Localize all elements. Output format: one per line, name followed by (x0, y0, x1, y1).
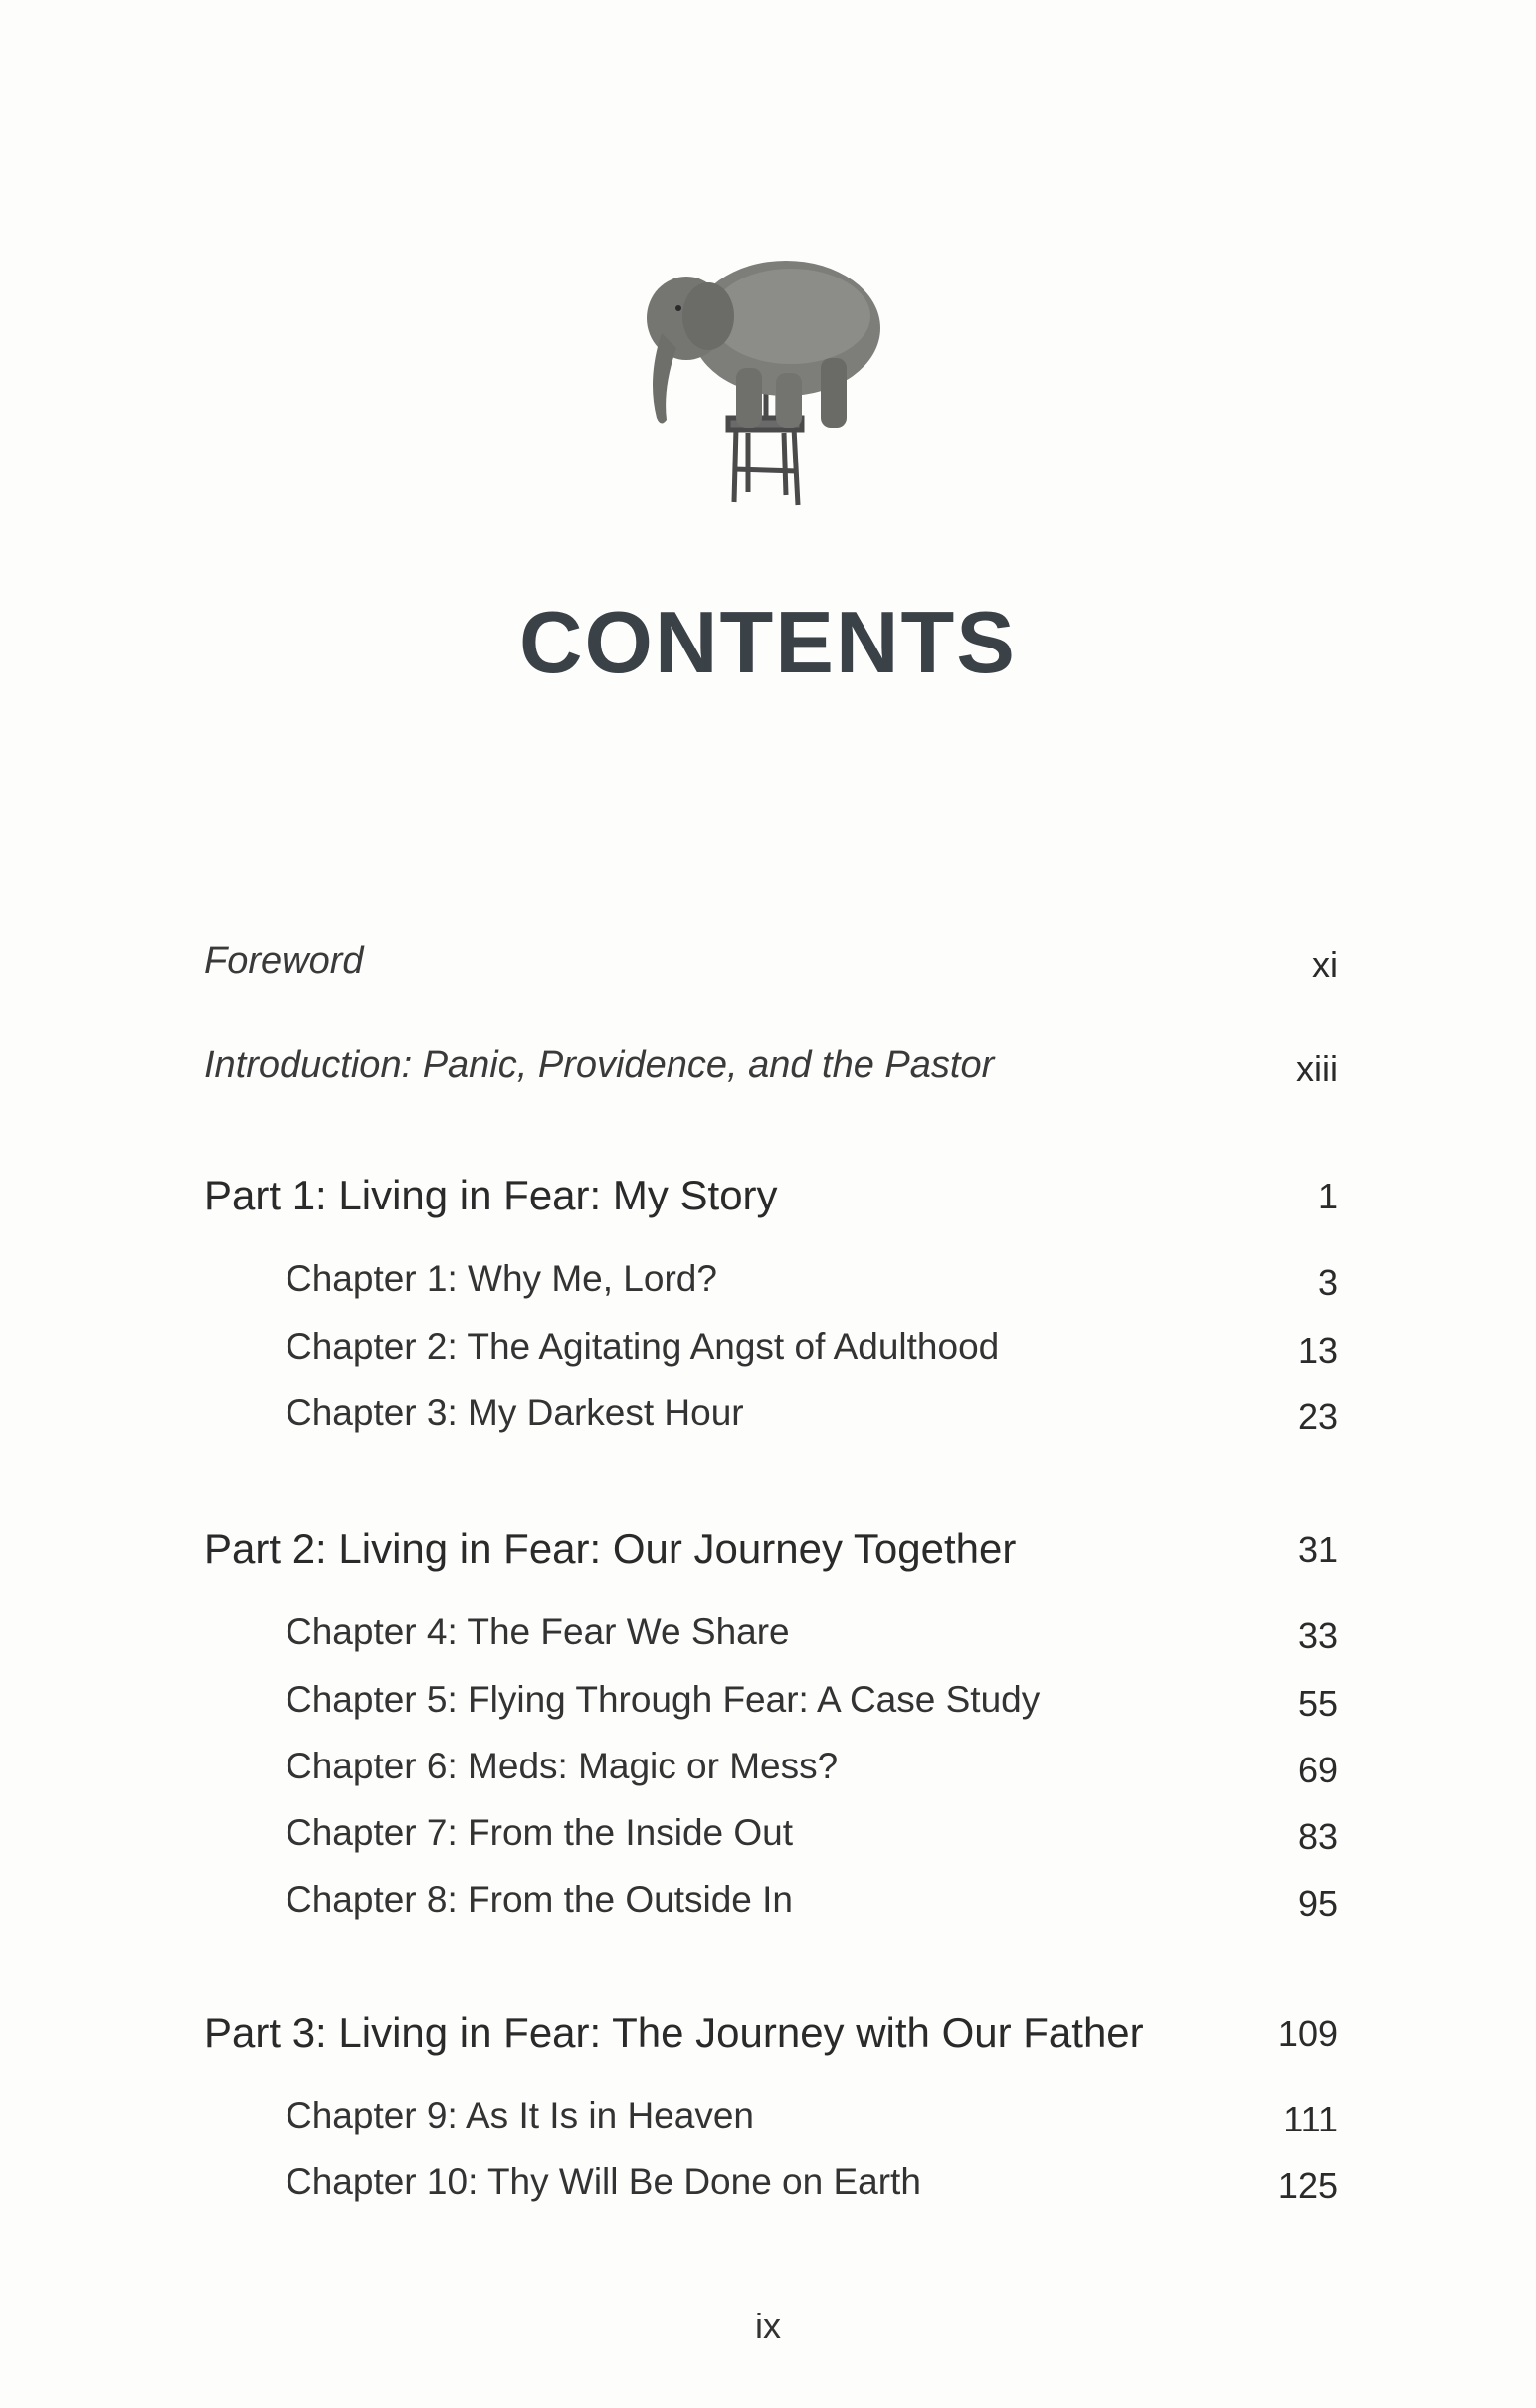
toc-part-label: Part 3: Living in Fear: The Journey with Our Father (204, 2009, 1144, 2056)
toc-part-label: Part 1: Living in Fear: My Story (204, 1172, 778, 1218)
toc-chapter-page: 95 (1297, 1883, 1338, 1924)
toc-part-2 (204, 1525, 1338, 1580)
page-number: ix (755, 2306, 781, 2346)
toc-part-label: Part 2: Living in Fear: Our Journey Together (204, 1525, 1017, 1572)
toc-chapter-label: Chapter 6: Meds: Magic or Mess? (286, 1746, 839, 1786)
toc-chapter (204, 2161, 1338, 2217)
toc-entry-introduction (204, 1044, 1338, 1100)
elephant-on-chair-illustration (617, 239, 915, 517)
toc-chapter-page: 23 (1297, 1396, 1338, 1437)
toc-chapter-page: 125 (1277, 2165, 1338, 2206)
toc-entry-label: Introduction: Panic, Providence, and the Pastor (204, 1044, 995, 1086)
toc-chapter-page: 69 (1297, 1750, 1338, 1790)
toc-chapter-page: 13 (1297, 1330, 1338, 1371)
toc-chapter-page: 83 (1297, 1816, 1338, 1857)
toc-chapter-page: 111 (1283, 2099, 1338, 2139)
toc-chapter (204, 1258, 1338, 1314)
toc-chapter-label: Chapter 5: Flying Through Fear: A Case Study (286, 1679, 1041, 1720)
toc-chapter (204, 1812, 1338, 1868)
toc-chapter-label: Chapter 3: My Darkest Hour (286, 1392, 744, 1433)
toc-chapter (204, 1879, 1338, 1935)
toc-entry-label: Foreword (204, 940, 364, 982)
toc-chapter-page: 3 (1317, 1262, 1338, 1303)
toc-chapter (204, 1679, 1338, 1735)
toc-chapter-label: Chapter 1: Why Me, Lord? (286, 1258, 717, 1299)
toc-chapter-page: 55 (1297, 1683, 1338, 1724)
toc-chapter-label: Chapter 10: Thy Will Be Done on Earth (286, 2161, 921, 2202)
toc-entry-page: xiii (1296, 1048, 1338, 1089)
toc-part-1 (204, 1172, 1338, 1227)
toc-chapter-page: 33 (1297, 1615, 1338, 1656)
toc-chapter-label: Chapter 8: From the Outside In (286, 1879, 794, 1920)
toc-entry-page: xi (1312, 944, 1338, 985)
toc-chapter-label: Chapter 4: The Fear We Share (286, 1611, 790, 1652)
toc-entry-foreword (204, 940, 1338, 996)
toc-chapter-label: Chapter 2: The Agitating Angst of Adulthood (286, 1326, 1000, 1367)
toc-chapter (204, 1746, 1338, 1801)
toc-part-page: 1 (1317, 1176, 1338, 1216)
toc-chapter (204, 2095, 1338, 2150)
toc-chapter (204, 1326, 1338, 1382)
page-title: CONTENTS (519, 593, 1017, 691)
toc-part-page: 109 (1277, 2013, 1338, 2054)
toc-chapter-label: Chapter 7: From the Inside Out (286, 1812, 794, 1853)
toc-part-page: 31 (1297, 1529, 1338, 1570)
toc-chapter (204, 1392, 1338, 1448)
toc-part-3 (204, 2009, 1338, 2065)
toc-chapter (204, 1611, 1338, 1667)
toc-chapter-label: Chapter 9: As It Is in Heaven (286, 2095, 754, 2135)
